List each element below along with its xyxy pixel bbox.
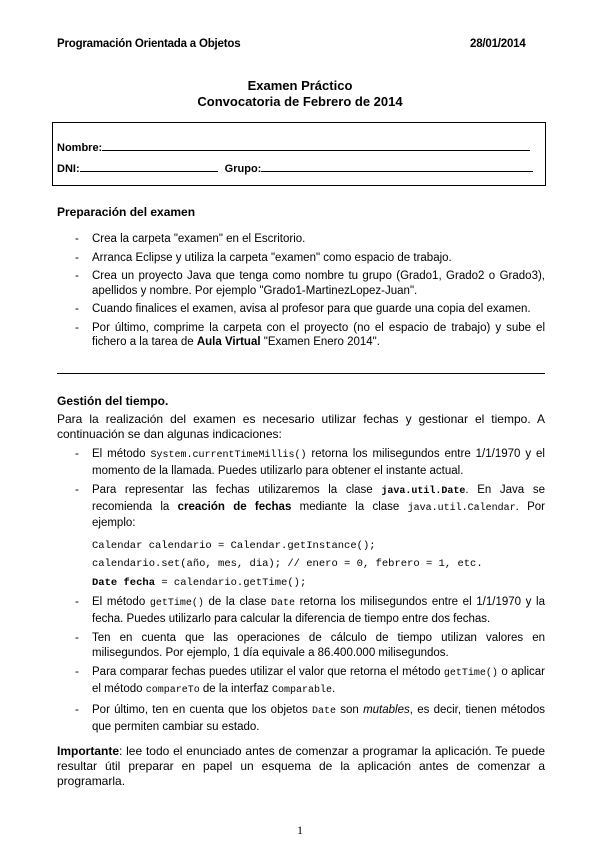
list-item: - Crea un proyecto Java que tenga como nombre tu grupo (Grado1, Grado2 o Grado3), apellidos y nombre. Por ejemplo "Grado1-MartinezLopez-Juan".: [75, 270, 545, 297]
header-course: Programación Orientada a Objetos: [57, 38, 241, 50]
grupo-field[interactable]: [261, 160, 533, 172]
list-item: - El método System.currentTimeMillis() retorna los milisegundos entre 1/1/1970 y el momento de la llamada. Puedes utilizarlo para obtener el instante actual.: [75, 448, 545, 477]
list-item: - Por último, comprime la carpeta con el proyecto (no el espacio de trabajo) y sube el fichero a la tarea de Aula Virtual "Examen Enero 2014".: [75, 321, 545, 348]
preparacion-heading: Preparación del examen: [57, 205, 196, 219]
list-item: - Arranca Eclipse y utiliza la carpeta "examen" como espacio de trabajo.: [75, 251, 452, 264]
section-divider: [57, 373, 545, 374]
page-number: 1: [297, 823, 303, 837]
code-example: Calendar calendario = Calendar.getInstance(); calendario.set(año, mes, dia); // enero = 0, febrero = 1, etc. Date fecha = calendario.getTime();: [92, 539, 483, 589]
importante-note: Importante: lee todo el enunciado antes de comenzar a programar la aplicación. Te puede resultar útil preparar en papel un esquema de la aplicación antes de comenzar a programarla.: [57, 744, 545, 788]
importante-label: Importante: [57, 744, 120, 758]
exam-title: Examen Práctico: [247, 78, 353, 93]
list-item: - Cuando finalices el examen, avisa al profesor para que guarde una copia del examen.: [75, 303, 531, 315]
list-item: - Crea la carpeta "examen" en el Escritorio.: [75, 233, 306, 245]
gestion-heading: Gestión del tiempo.: [57, 394, 169, 408]
gestion-intro: Para la realización del examen es necesario utilizar fechas y gestionar el tiempo. A continuación se dan algunas indicaciones:: [57, 412, 545, 441]
nombre-field[interactable]: [102, 139, 530, 151]
aula-virtual-text: Aula Virtual: [196, 336, 261, 348]
nombre-label: Nombre:: [57, 142, 103, 154]
list-item: - Para comparar fechas puedes utilizar el valor que retorna el método getTime() o aplicar el método compareTo de la interfaz Comparable.: [75, 666, 545, 696]
gestion-list: [75, 447, 545, 734]
exam-subtitle: Convocatoria de Febrero de 2014: [197, 94, 403, 109]
student-info-box: [52, 122, 546, 186]
dni-row: [57, 160, 533, 175]
grupo-label: Grupo:: [224, 163, 262, 175]
list-item: - Por último, ten en cuenta que los objetos Date son mutables, es decir, tienen métodos que permiten cambiar su estado.: [75, 704, 545, 733]
preparacion-list: [75, 232, 545, 350]
list-item: - El método getTime() de la clase Date retorna los milisegundos entre el 1/1/1970 y la fecha. Puedes utilizarlo para calcular la diferencia de tiempo entre dos fechas.: [75, 596, 545, 625]
dni-field[interactable]: [80, 160, 218, 172]
dni-label: DNI:: [57, 163, 80, 175]
nombre-row: [57, 139, 530, 154]
list-item: - Para representar las fechas utilizaremos la clase java.util.Date. En Java se recomienda la creación de fechas mediante la clase java.util.Calendar. Por ejemplo: Calendar calendario = Calendar.getInstance(); calendario.set(año, mes, dia); // enero = 0, febrero = 1, etc. Date fecha = calendario.getTime();: [75, 483, 545, 592]
list-item: - Ten en cuenta que las operaciones de cálculo de tiempo utilizan valores en milisegundos. Por ejemplo, 1 día equivale a 86.400.000 milisegundos.: [75, 632, 545, 659]
header-date: 28/01/2014: [470, 38, 526, 50]
